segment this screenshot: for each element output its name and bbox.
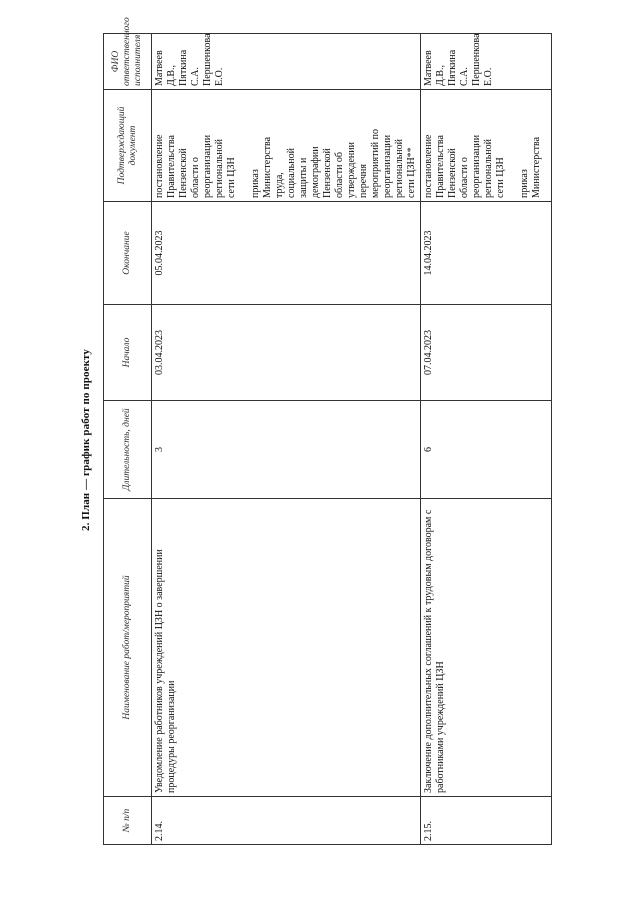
doc-line: региональной [394, 138, 405, 198]
doc-line: области о [190, 157, 201, 198]
doc-line: постановление [154, 134, 165, 198]
row-name: Уведомление работников учреждений ЦЗН о завершении процедуры реорганизации [152, 499, 421, 797]
col-header-person: ФИО ответственного исполнителя [104, 34, 152, 90]
col-header-num: № п/п [104, 797, 152, 845]
doc-line: социальной [286, 148, 297, 198]
doc-line: реорганизации [202, 134, 213, 198]
schedule-table [103, 17, 552, 845]
row-duration: 3 [152, 401, 421, 499]
doc-line: Правительства [166, 135, 177, 198]
row-num: 2.14. [152, 797, 421, 845]
col-header-end: Окончание [104, 202, 152, 305]
doc-line: региональной [214, 138, 225, 198]
doc-line: Министерства [531, 136, 542, 198]
doc-gap [238, 93, 250, 198]
person-name: Пяткина С.А. [447, 49, 470, 86]
doc-line: сети ЦЗН** [406, 147, 417, 198]
row-num: 2.15. [421, 797, 552, 845]
row-person [152, 34, 421, 90]
person-name: Першенкова Е.О. [202, 33, 225, 86]
doc-line: демографии [310, 146, 321, 198]
doc-line: мероприятий по [370, 129, 381, 198]
doc-line: Правительства [435, 135, 446, 198]
row-person [421, 34, 552, 90]
row-start: 03.04.2023 [152, 305, 421, 401]
row-duration: 6 [421, 401, 552, 499]
person-name: Першенкова Е.О. [471, 33, 494, 86]
doc-line: приказ [519, 169, 530, 198]
row-name: Заключение дополнительных соглашений к трудовым договорам с работниками учреждений ЦЗН [421, 499, 552, 797]
doc-line: утверждении [346, 142, 357, 198]
col-header-name: Наименование работ/мероприятий [104, 499, 152, 797]
doc-line: региональной [483, 138, 494, 198]
doc-line: защиты и [298, 157, 309, 198]
person-name: Матвеев Д.В., [423, 50, 446, 86]
person-name: Матвеев Д.В., [154, 50, 177, 86]
doc-line: сети ЦЗН [226, 157, 237, 198]
col-header-duration: Длительность, дней [104, 401, 152, 499]
doc-line: области о [459, 157, 470, 198]
table-row [152, 34, 421, 845]
doc-line: постановление [423, 134, 434, 198]
doc-line: Пензенской [178, 148, 189, 198]
doc-line: приказ [250, 169, 261, 198]
section-title: 2. План — график работ по проекту [80, 348, 92, 532]
row-end: 05.04.2023 [152, 202, 421, 305]
row-doc [421, 90, 552, 202]
doc-line: труда, [274, 172, 285, 198]
doc-line: реорганизации [382, 134, 393, 198]
doc-line: Министерства [262, 136, 273, 198]
doc-line: Пензенской [322, 148, 333, 198]
table-row [421, 34, 552, 845]
row-end: 14.04.2023 [421, 202, 552, 305]
person-name: Пяткина С.А. [178, 49, 201, 86]
doc-line: перечня [358, 164, 369, 198]
row-start: 07.04.2023 [421, 305, 552, 401]
doc-line: сети ЦЗН [495, 157, 506, 198]
doc-line: Пензенской [447, 148, 458, 198]
table-header-row [104, 34, 152, 845]
col-header-start: Начало [104, 305, 152, 401]
doc-gap [507, 93, 519, 198]
col-header-doc: Подтверждающий документ [104, 90, 152, 202]
doc-line: области об [334, 151, 345, 198]
doc-line: реорганизации [471, 134, 482, 198]
row-doc [152, 90, 421, 202]
